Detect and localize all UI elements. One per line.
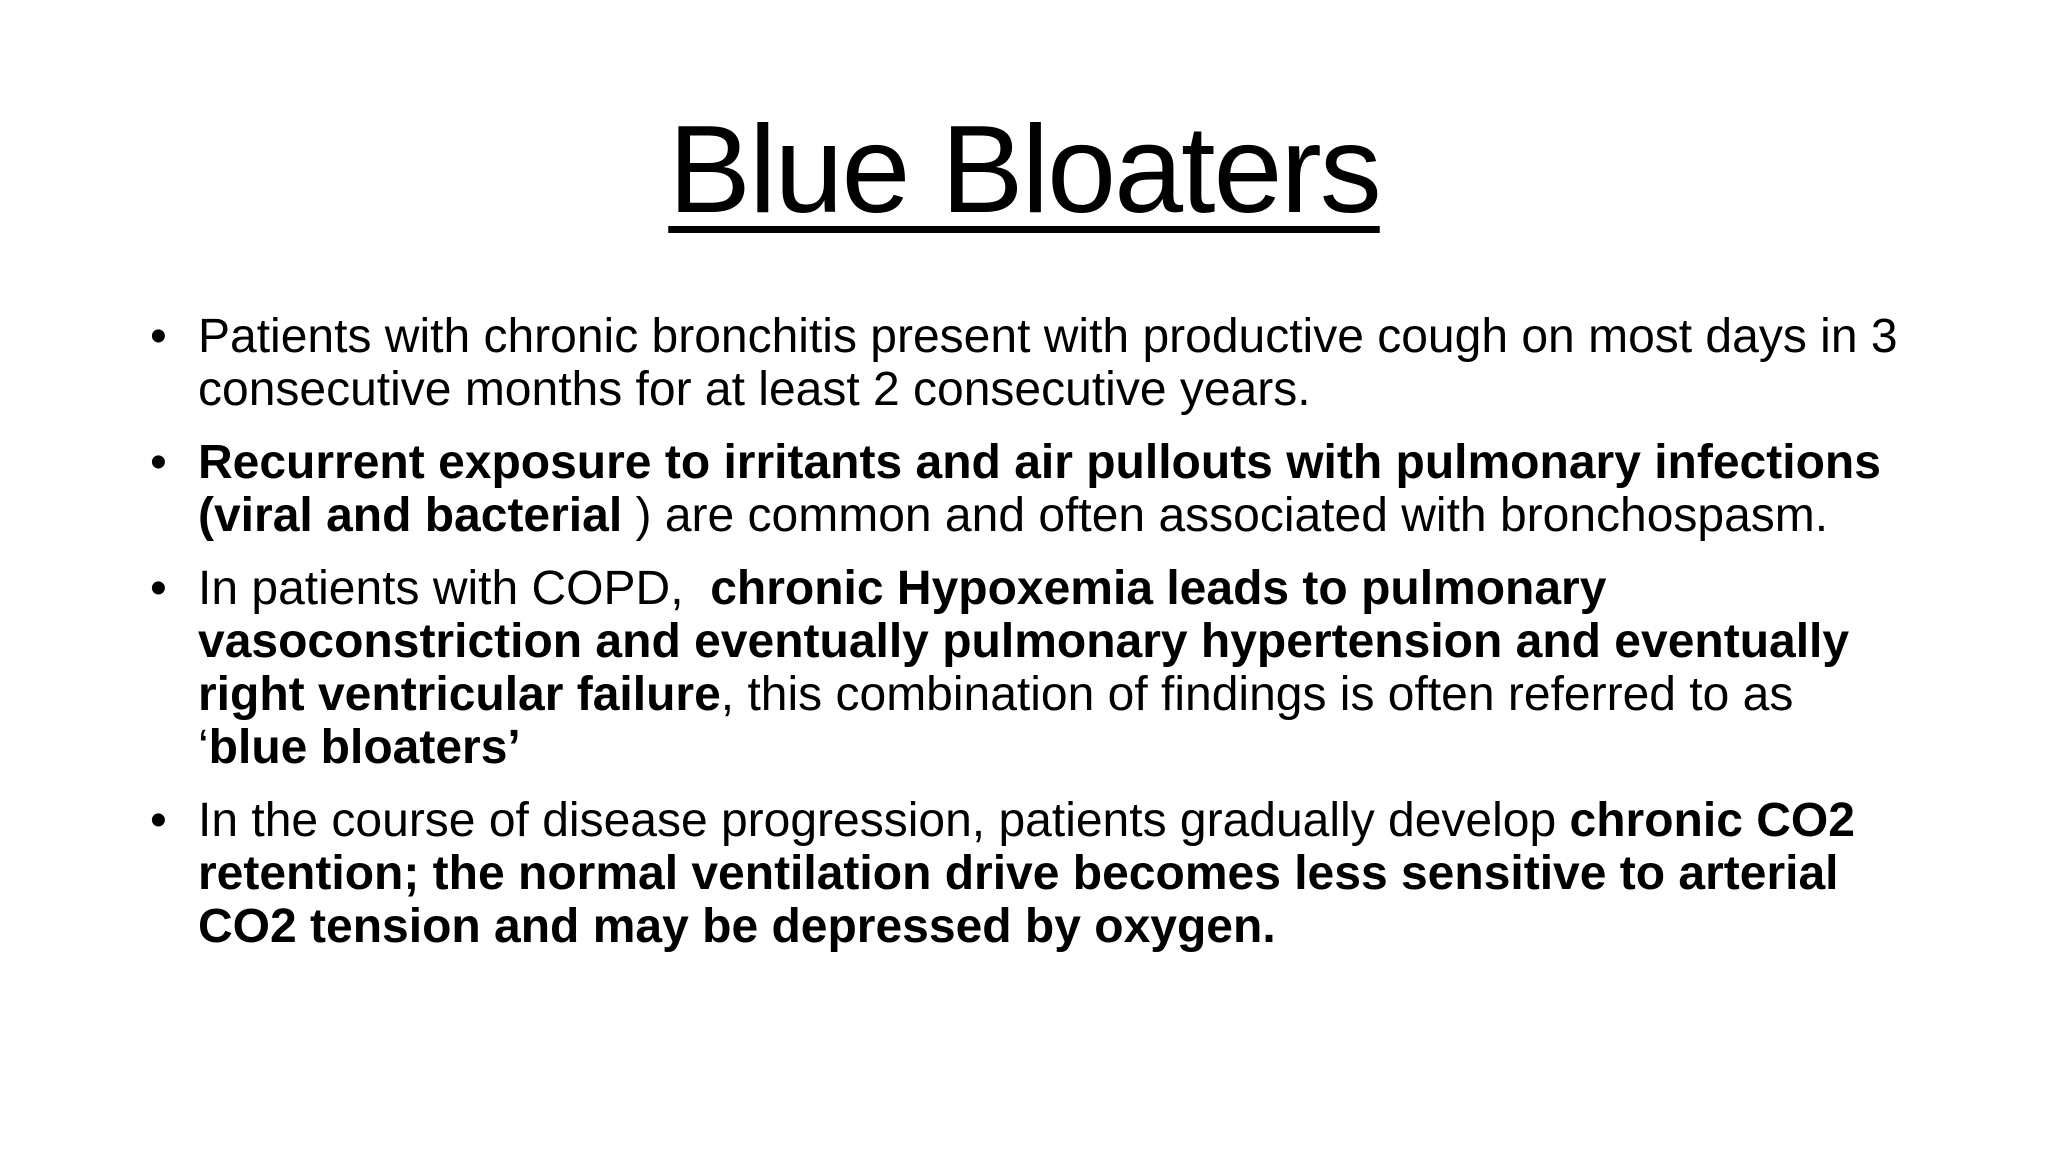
bullet-icon: • <box>150 794 167 847</box>
bullet-text-bold-segment: blue bloaters’ <box>208 721 521 774</box>
slide-title-text: Blue Bloaters <box>668 101 1380 239</box>
bullet-item <box>150 562 1910 774</box>
bullet-icon: • <box>150 310 167 363</box>
bullet-item <box>150 436 1910 542</box>
bullet-text-segment: In patients with COPD, <box>198 562 711 615</box>
bullet-text-bold-segment: chronic Hypoxemia leads to pulmonary vasoconstriction and eventually pulmonary hypertension and eventually right ventricular failure <box>198 562 1850 721</box>
bullet-list <box>150 310 1910 973</box>
bullet-text-segment: In the course of disease progression, patients gradually develop <box>198 794 1570 847</box>
bullet-item <box>150 310 1910 416</box>
bullet-text-bold-segment: chronic CO2 retention; the normal ventilation drive becomes less sensitive to arterial CO2 tension and may be depressed by oxygen. <box>198 794 1855 953</box>
bullet-text-bold-segment: Recurrent exposure to irritants and air pullouts with pulmonary infections (viral and bacterial <box>198 436 1881 542</box>
bullet-icon: • <box>150 436 167 489</box>
bullet-text-segment: , this combination of findings is often referred to as ‘ <box>198 668 1794 774</box>
bullet-item <box>150 794 1910 953</box>
slide-title <box>0 95 2048 245</box>
bullet-text-segment: Patients with chronic bronchitis present with productive cough on most days in 3 consecutive months for at least 2 consecutive years. <box>198 310 1898 416</box>
bullet-text-segment: ) are common and often associated with bronchospasm. <box>622 489 1829 542</box>
bullet-icon: • <box>150 562 167 615</box>
